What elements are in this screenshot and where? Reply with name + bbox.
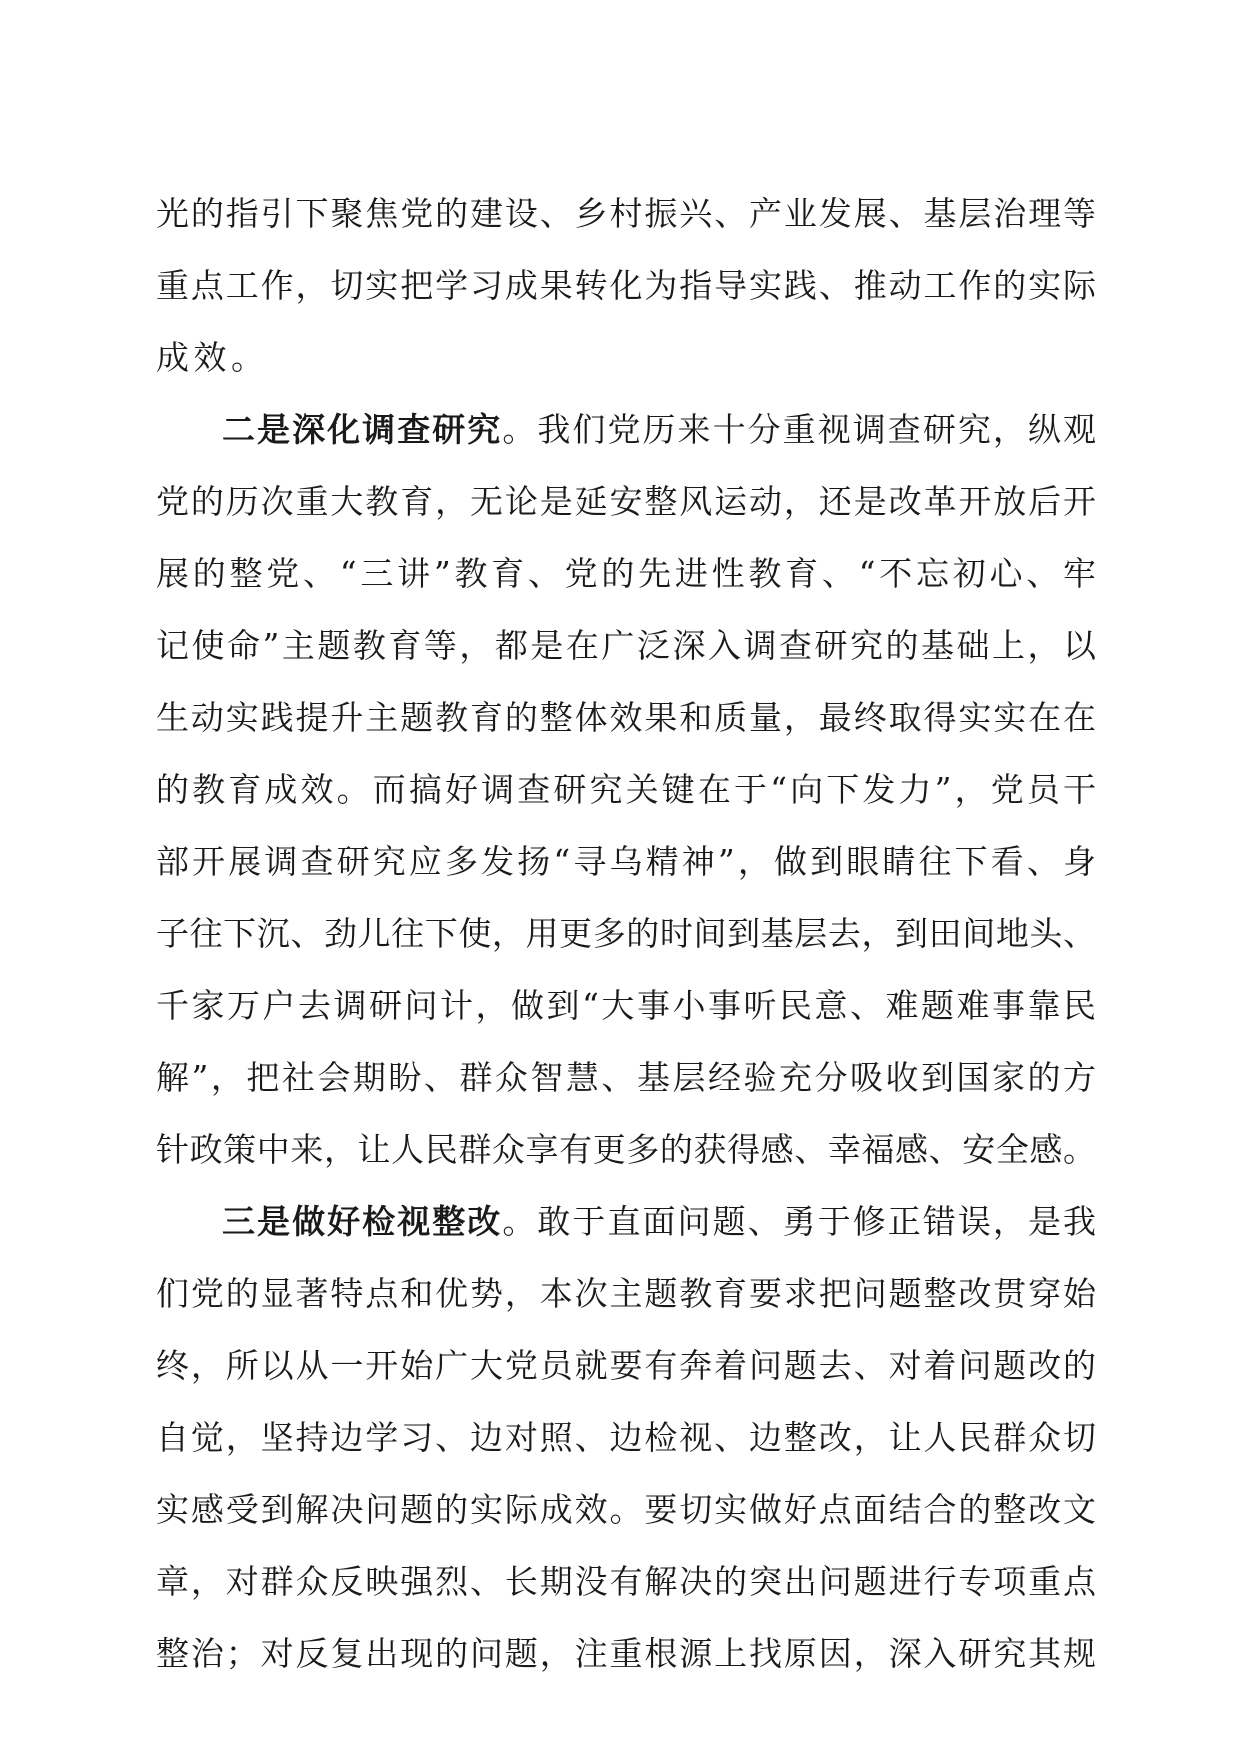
text-line: 的教育成效。而搞好调查研究关键在于“向下发力”，党员干 [156, 770, 1096, 809]
text-line: 解”，把社会期盼、群众智慧、基层经验充分吸收到国家的方 [156, 1058, 1096, 1097]
text-line: 实感受到解决问题的实际成效。要切实做好点面结合的整改文 [156, 1490, 1096, 1529]
paragraph-first-line [156, 1186, 1096, 1258]
text-line: 终，所以从一开始广大党员就要有奔着问题去、对着问题改的 [156, 1346, 1096, 1385]
text-line: 章，对群众反映强烈、长期没有解决的突出问题进行专项重点 [156, 1562, 1096, 1601]
document-page [156, 178, 1096, 1690]
text-line: 重点工作，切实把学习成果转化为指导实践、推动工作的实际 [156, 266, 1096, 305]
text-line: 光的指引下聚焦党的建设、乡村振兴、产业发展、基层治理等 [156, 194, 1096, 233]
text-line: 千家万户去调研问计，做到“大事小事听民意、难题难事靠民 [156, 986, 1096, 1025]
text-line: 生动实践提升主题教育的整体效果和质量，最终取得实实在在 [156, 698, 1096, 737]
text-run: 。敢于直面问题、勇于修正错误，是我 [502, 1202, 1097, 1241]
text-line: 整治；对反复出现的问题，注重根源上找原因，深入研究其规 [156, 1634, 1096, 1673]
text-line: 部开展调查研究应多发扬“寻乌精神”，做到眼睛往下看、身 [156, 842, 1096, 881]
text-line: 党的历次重大教育，无论是延安整风运动，还是改革开放后开 [156, 482, 1096, 521]
text-line: 记使命”主题教育等，都是在广泛深入调查研究的基础上，以 [156, 626, 1096, 665]
text-line: 成效。 [156, 338, 269, 377]
paragraph-heading: 二是深化调查研究 [222, 410, 503, 449]
text-line: 自觉，坚持边学习、边对照、边检视、边整改，让人民群众切 [156, 1418, 1096, 1457]
text-line: 针政策中来，让人民群众享有更多的获得感、幸福感、安全感。 [156, 1130, 1096, 1169]
text-line: 们党的显著特点和优势，本次主题教育要求把问题整改贯穿始 [156, 1274, 1096, 1313]
text-run: 。我们党历来十分重视调查研究，纵观 [502, 410, 1097, 449]
text-line: 展的整党、“三讲”教育、党的先进性教育、“不忘初心、牢 [156, 554, 1096, 593]
text-line: 子往下沉、劲儿往下使，用更多的时间到基层去，到田间地头、 [156, 914, 1096, 953]
paragraph-first-line [156, 394, 1096, 466]
paragraph-heading: 三是做好检视整改 [222, 1202, 503, 1241]
